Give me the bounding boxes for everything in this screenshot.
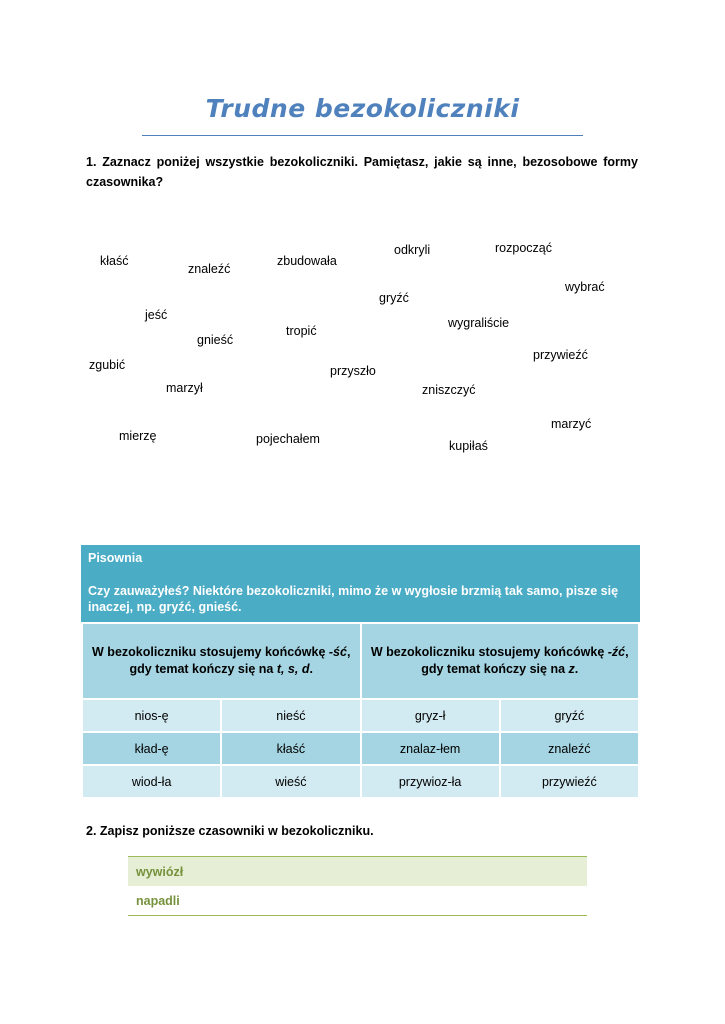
table-cell: kłaść (221, 732, 360, 765)
table-cell: gryźć (500, 699, 639, 732)
word-item[interactable]: wygraliście (448, 316, 510, 330)
word-item[interactable]: jeść (145, 308, 168, 322)
word-item[interactable]: gnieść (197, 333, 234, 347)
table-cell: przywioz-ła (361, 765, 500, 798)
title-underline (142, 135, 583, 136)
word-item[interactable]: zbudowała (277, 254, 337, 268)
verbs-table (128, 856, 587, 916)
word-item[interactable]: przywieźć (533, 348, 588, 362)
table-cell: znaleźć (500, 732, 639, 765)
rule-header-zc: W bezokoliczniku stosujemy końcówkę -źć, gdy temat kończy się na z. (361, 623, 640, 699)
table-cell: wiod-ła (82, 765, 221, 798)
word-item[interactable]: odkryli (394, 243, 431, 257)
word-item[interactable]: przyszło (330, 364, 376, 378)
word-item[interactable]: marzył (166, 381, 203, 395)
word-item[interactable]: kłaść (100, 254, 129, 268)
table-cell: nios-ę (82, 699, 221, 732)
word-item[interactable]: znaleźć (188, 262, 231, 276)
table-cell: gryz-ł (361, 699, 500, 732)
verb-cell: napadli (128, 886, 587, 916)
page-title: Trudne bezokoliczniki (205, 94, 520, 123)
table-row (82, 732, 639, 765)
word-item[interactable]: rozpocząć (495, 241, 552, 255)
word-item[interactable]: mierzę (119, 429, 157, 443)
ending-rules-table (81, 622, 640, 799)
table-row (82, 699, 639, 732)
table-cell: wieść (221, 765, 360, 798)
task-1-instruction: 1. Zaznacz poniżej wszystkie bezokoliczniki. Pamiętasz, jakie są inne, bezosobowe formy czasownika? (86, 155, 638, 189)
table-row (82, 765, 639, 798)
verb-cell: wywiózł (128, 857, 587, 887)
word-item[interactable]: tropić (286, 324, 317, 338)
word-item[interactable]: wybrać (565, 280, 605, 294)
info-box-text: Czy zauważyłeś? Niektóre bezokoliczniki, mimo że w wygłosie brzmią tak samo, pisze się inaczej, np. gryźć, gnieść. (88, 583, 619, 614)
word-item[interactable]: pojechałem (256, 432, 320, 446)
word-item[interactable]: gryźć (379, 291, 409, 305)
task-2-instruction: 2. Zapisz poniższe czasowniki w bezokoliczniku. (86, 824, 374, 838)
info-box-heading: Pisownia (88, 551, 143, 565)
table-cell: kład-ę (82, 732, 221, 765)
table-cell: nieść (221, 699, 360, 732)
table-cell: znalaz-łem (361, 732, 500, 765)
word-item[interactable]: kupiłaś (449, 439, 488, 453)
word-item[interactable]: zniszczyć (422, 383, 476, 397)
spelling-info-box (81, 545, 640, 622)
word-item[interactable]: marzyć (551, 417, 592, 431)
rule-header-sc: W bezokoliczniku stosujemy końcówkę -ść, gdy temat kończy się na t, s, d. (82, 623, 361, 699)
table-cell: przywieźć (500, 765, 639, 798)
word-item[interactable]: zgubić (89, 358, 126, 372)
